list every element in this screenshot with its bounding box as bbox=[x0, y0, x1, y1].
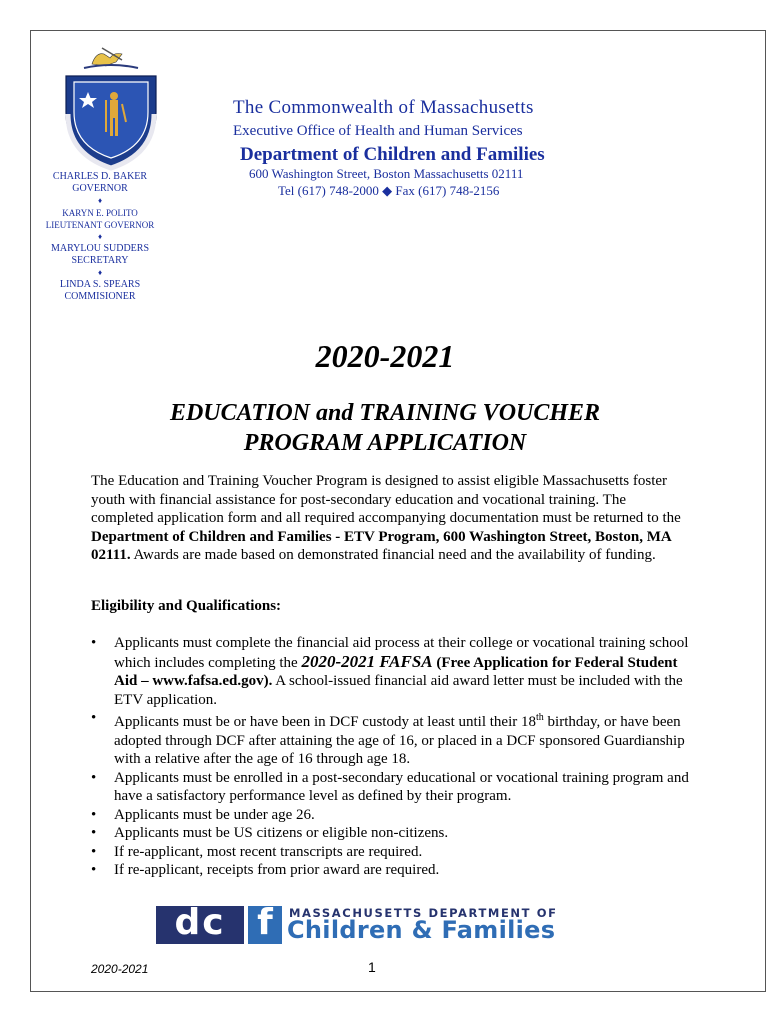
logo-dc-letters: dc bbox=[174, 902, 226, 943]
official-name: CHARLES D. BAKER bbox=[52, 171, 148, 182]
list-item-text: Applicants must complete the financial aid process at their college or vocational training school which includes completing the bbox=[114, 635, 689, 671]
fafsa-year: 2020-2021 FAFSA bbox=[301, 651, 433, 671]
official-title: LIEUTENANT GOVERNOR bbox=[45, 220, 155, 230]
list-item: • If re-applicant, receipts from prior award are required. bbox=[91, 861, 691, 880]
diamond-icon: ♦ bbox=[97, 268, 103, 277]
massachusetts-seal-icon bbox=[52, 42, 170, 172]
list-item: • Applicants must be enrolled in a post-secondary educational or vocational training program and have a satisfactory performance level as defined by their program. bbox=[91, 769, 691, 806]
officials-list bbox=[40, 171, 160, 303]
list-item: • Applicants must be US citizens or eligible non-citizens. bbox=[91, 824, 691, 843]
diamond-icon: ♦ bbox=[97, 232, 103, 241]
page-number: 1 bbox=[368, 959, 376, 975]
program-title bbox=[0, 398, 770, 458]
program-title-line1: EDUCATION and TRAINING VOUCHER bbox=[169, 400, 601, 426]
official-title: GOVERNOR bbox=[72, 183, 128, 194]
fafsa-link-text: (Free Application for Federal Student Aid – www.fafsa.ed.gov). bbox=[114, 654, 678, 689]
official-title: SECRETARY bbox=[71, 255, 129, 266]
list-item-text: birthday, or have been adopted through DCF after attaining the age of 16, or placed in a DCF sponsored Guardianship with a relative after the age of 16 through age 18. bbox=[114, 714, 685, 767]
list-item: • If re-applicant, most recent transcripts are required. bbox=[91, 843, 691, 862]
phone-number: Tel (617) 748-2000 bbox=[278, 183, 379, 198]
official-name: MARYLOU SUDDERS bbox=[50, 243, 150, 254]
list-item bbox=[91, 634, 691, 709]
intro-text-end: Awards are made based on demonstrated financial need and the availability of funding. bbox=[130, 547, 656, 563]
diamond-icon: ♦ bbox=[97, 196, 103, 205]
logo-org-line1: MASSACHUSETTS DEPARTMENT OF bbox=[289, 906, 558, 920]
eligibility-list bbox=[91, 634, 691, 880]
dcf-logo bbox=[156, 902, 616, 946]
ordinal-suffix: th bbox=[536, 712, 544, 723]
intro-address: Department of Children and Families - ETV Program, 600 Washington Street, Boston, MA 02111. bbox=[91, 528, 671, 563]
official-title: COMMISIONER bbox=[64, 291, 136, 302]
list-item-text: A school-issued financial aid award letter must be included with the ETV application. bbox=[114, 673, 683, 708]
program-year-title: 2020-2021 bbox=[315, 338, 455, 374]
logo-f-letter: f bbox=[257, 902, 273, 943]
intro-text: The Education and Training Voucher Program is designed to assist eligible Massachusetts foster youth with financial assistance for post-secondary education and vocational training. The completed application form and all required accompanying documentation must be returned to the bbox=[91, 473, 681, 526]
official-name: LINDA S. SPEARS bbox=[59, 279, 141, 290]
list-item-text: Applicants must be or have been in DCF custody at least until their 18 bbox=[114, 714, 537, 730]
logo-dc-block bbox=[156, 902, 244, 944]
logo-f-block bbox=[248, 902, 282, 944]
logo-org-line2: Children & Families bbox=[287, 916, 556, 944]
intro-paragraph bbox=[91, 472, 681, 565]
official-name: KARYN E. POLITO bbox=[62, 208, 138, 218]
office-name: Executive Office of Health and Human Services bbox=[233, 123, 523, 139]
eligibility-heading: Eligibility and Qualifications: bbox=[91, 598, 282, 614]
department-address: 600 Washington Street, Boston Massachusetts 02111 bbox=[249, 166, 524, 181]
list-item: • Applicants must be under age 26. bbox=[91, 806, 691, 825]
department-phone-fax bbox=[278, 183, 499, 199]
program-title-line2: PROGRAM APPLICATION bbox=[243, 430, 527, 456]
commonwealth-title: The Commonwealth of Massachusetts bbox=[233, 97, 534, 118]
list-item bbox=[91, 709, 691, 769]
fax-number: Fax (617) 748-2156 bbox=[395, 183, 500, 198]
diamond-separator-icon: ◆ bbox=[382, 183, 393, 198]
department-name: Department of Children and Families bbox=[240, 144, 545, 165]
footer-year: 2020-2021 bbox=[91, 962, 149, 976]
